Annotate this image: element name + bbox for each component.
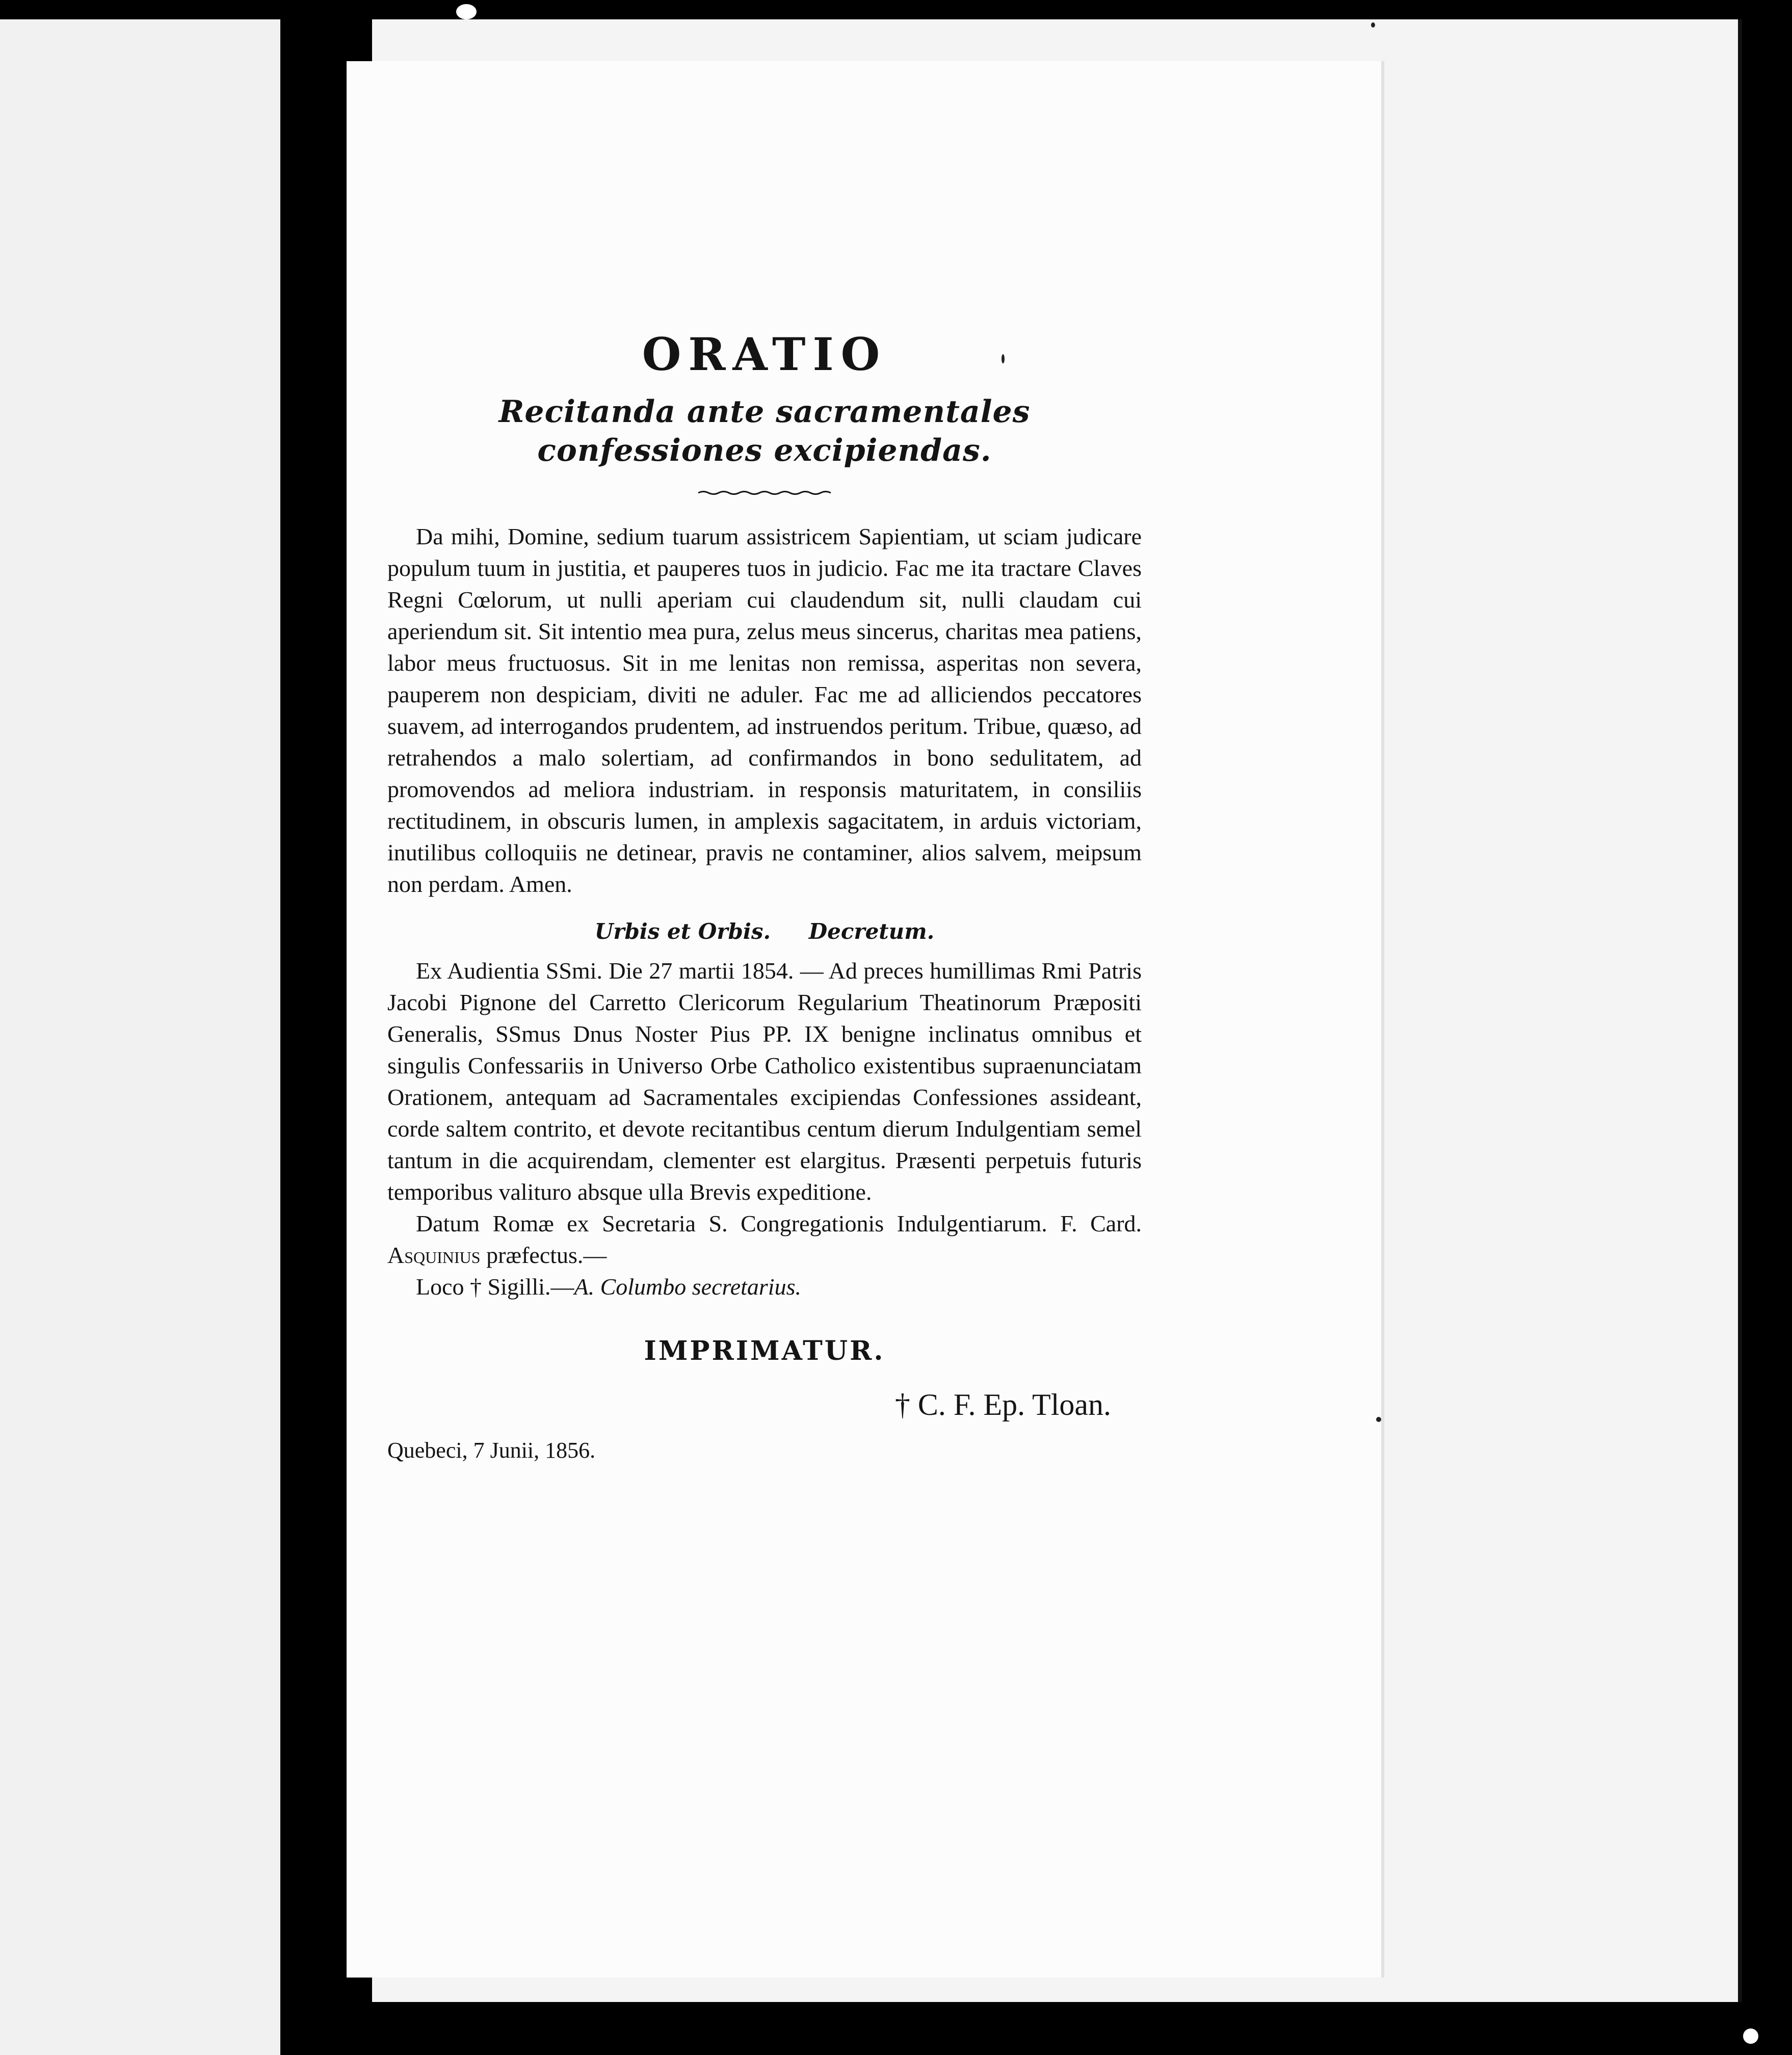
sigilli-prefix: Loco † Sigilli.— — [416, 1274, 574, 1300]
sigilli-line — [387, 1271, 1142, 1303]
bishop-signature: † C. F. Ep. Tloan. — [894, 1388, 1111, 1421]
datum-line — [387, 1208, 1142, 1271]
place-date: Quebeci, 7 Junii, 1856. — [387, 1438, 596, 1463]
ornament-rule — [698, 490, 831, 495]
scan-speck — [1376, 1417, 1381, 1422]
datum-name: Asquinius — [387, 1242, 481, 1268]
scan-bottom-border — [312, 2002, 1744, 2055]
sigilli-secretary: A. Columbo secretarius. — [574, 1274, 801, 1300]
imprimatur-heading: IMPRIMATUR. — [644, 1335, 885, 1366]
datum-prefix: Datum Romæ ex Secretaria S. Congregationis Indulgentiarum. — [416, 1210, 1047, 1236]
scan-speck — [456, 4, 477, 19]
datum-suffix: præfectus.— — [486, 1242, 607, 1268]
scan-speck — [1371, 22, 1375, 28]
decree-heading-left: Urbis et Orbis. — [594, 919, 771, 944]
scan-top-border — [0, 0, 1792, 19]
scan-right-border — [1742, 0, 1792, 2055]
scan-speck — [1743, 2028, 1758, 2044]
decree-heading — [387, 916, 1142, 947]
datum-card: F. Card. — [1060, 1210, 1142, 1236]
scan-bottom-right-border — [1748, 1988, 1792, 2055]
decree-text: Ex Audientia SSmi. Die 27 martii 1854. — Ad preces humillimas Rmi Patris Jacobi Pignone del Carretto Clericorum Regularium Theatinorum Præpositi Generalis, SSmus Dnus Noster Pius PP. IX benigne inclinatus omnibus et singulis Confessariis in Universo Orbe Catholico existentibus supraenunciatam Orationem, antequam ad Sacramentales excipiendas Confessiones assideant, corde saltem contrito, et devote recitantibus centum dierum Indulgentiam semel tantum in die acquirendam, clementer est elargitus. Præsenti perpetuis futuris temporibus valituro absque ulla Brevis expeditione. — [387, 958, 1142, 1205]
decree-heading-right: Decretum. — [808, 919, 935, 944]
document-content — [387, 326, 1142, 1466]
left-facing-page — [0, 19, 285, 2055]
document-subtitle: Recitanda ante sacramentales confessiones excipiendas. — [498, 394, 1031, 468]
document-title: ORATIO — [642, 328, 887, 381]
prayer-text: Da mihi, Domine, sedium tuarum assistricem Sapientiam, ut sciam judicare populum tuum in justitia, et pauperes tuos in judicio. Fac me ita tractare Claves Regni Cœlorum, ut nulli aperiam cui claudendum sit, nulli claudam cui aperiendum sit. Sit intentio mea pura, zelus meus sincerus, charitas mea patiens, labor meus fructuosus. Sit in me lenitas non remissa, asperitas non severa, pauperem non despiciam, diviti ne aduler. Fac me ad alliciendos peccatores suavem, ad interrogandos prudentem, ad instruendos peritum. Tribue, quæso, ad retrahendos a malo solertiam, ad confirmandos in bono sedulitatem, ad promovendos ad meliora industriam. in responsis maturitatem, in consiliis rectitudinem, in obscuris lumen, in amplexis sagacitatem, in arduis victoriam, inutilibus colloquiis ne detinear, pravis ne contaminer, alios salvem, meipsum non perdam. Amen. — [387, 523, 1142, 897]
